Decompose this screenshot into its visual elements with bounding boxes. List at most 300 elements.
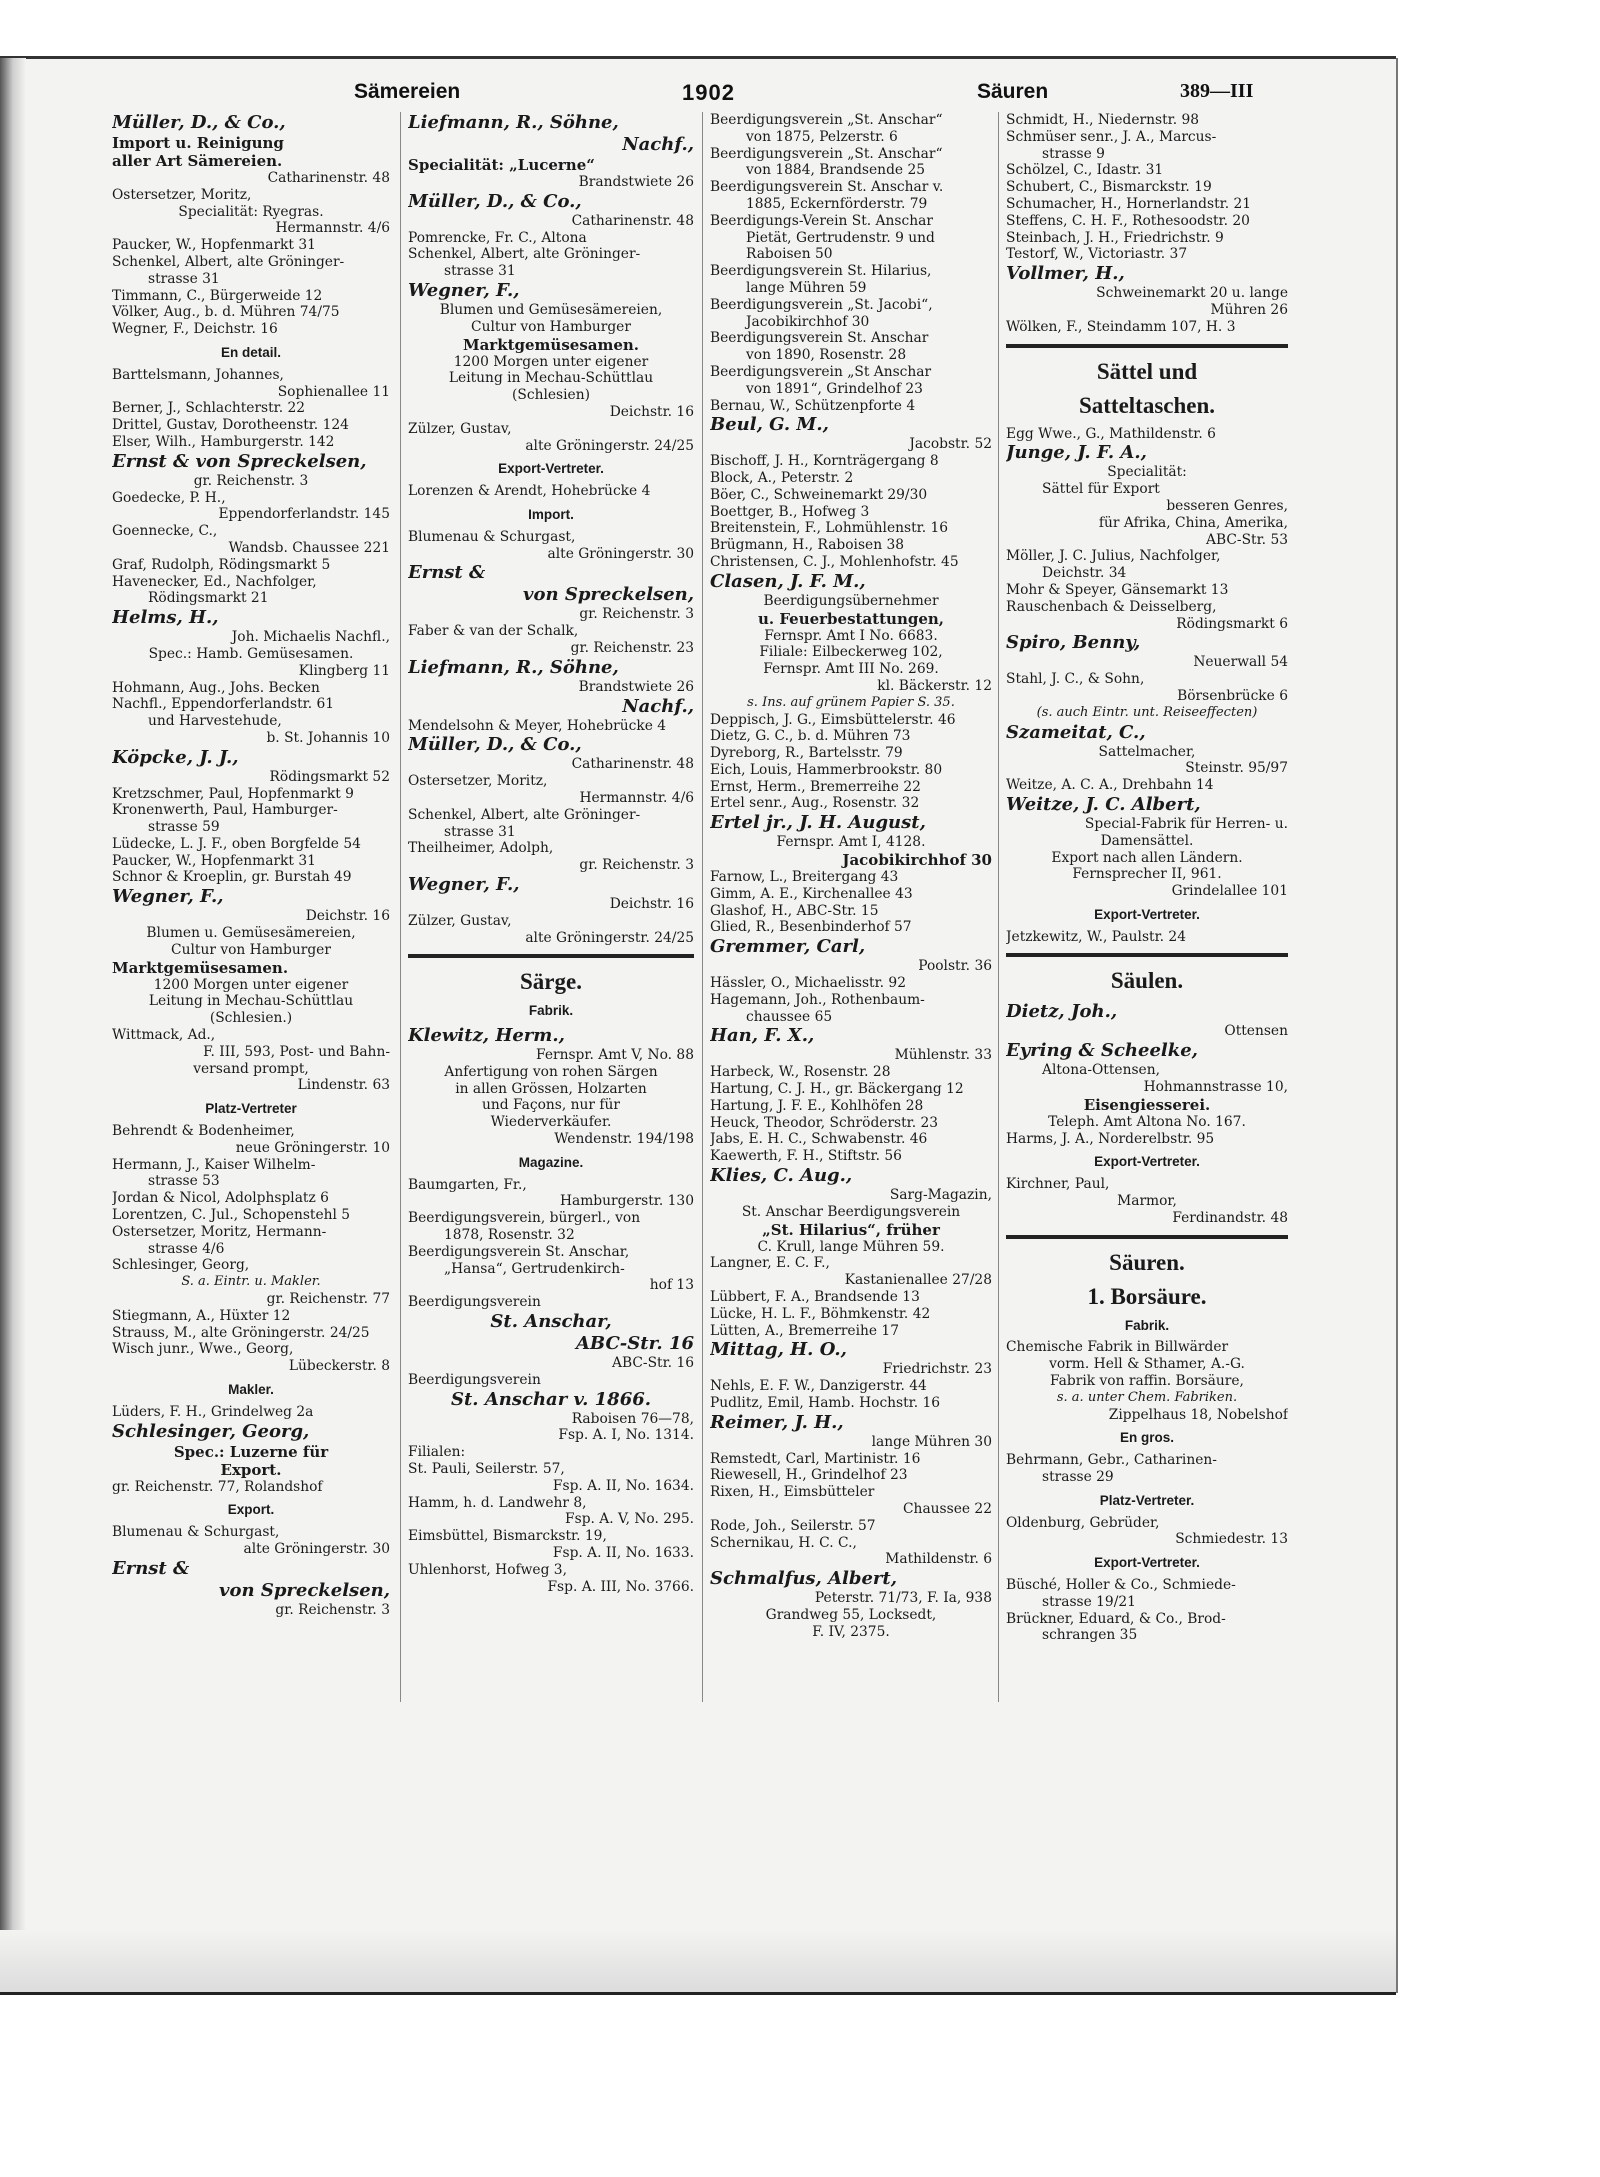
- entry-line: Blumenau & Schurgast,: [408, 528, 576, 545]
- subsection-heading: Import.: [528, 506, 574, 522]
- entry-line: Catharinenstr. 48: [571, 212, 694, 229]
- entry-line: Beerdigungsverein St. Anschar v.: [710, 179, 944, 196]
- firm-name: ABC-Str. 16: [575, 1333, 694, 1355]
- entry-line: Joh. Michaelis Nachfl.,: [231, 629, 390, 646]
- entry-line: Lindenstr. 63: [297, 1077, 390, 1094]
- column-divider: [702, 112, 703, 1702]
- page-bottom-shade: [0, 1930, 1396, 1993]
- entry-line: Blumen und Gemüsesämereien,: [439, 301, 663, 318]
- entry-line: Pietät, Gertrudenstr. 9 und: [746, 229, 935, 246]
- entry-line: alte Gröningerstr. 30: [243, 1540, 390, 1557]
- entry-line: (Schlesien): [512, 387, 590, 404]
- entry-line: Fernspr. Amt I No. 6683.: [764, 627, 938, 644]
- entry-line: Beerdigungs-Verein St. Anschar: [710, 212, 933, 229]
- entry-line: Schmiedestr. 13: [1175, 1531, 1288, 1548]
- entry-line: Lübeckerstr. 8: [288, 1358, 390, 1375]
- advert-text: Jacobikirchhof 30: [842, 851, 992, 870]
- entry-line: Export nach allen Ländern.: [1051, 849, 1243, 866]
- firm-name: Wegner, F.,: [408, 279, 520, 301]
- entry-line: F. IV, 2375.: [812, 1623, 890, 1640]
- entry-line: Schlesinger, Georg,: [112, 1257, 250, 1274]
- entry-line: Graf, Rudolph, Rödingsmarkt 5: [112, 556, 331, 573]
- section-heading: Satteltaschen.: [1078, 392, 1216, 418]
- entry-line: Zülzer, Gustav,: [408, 912, 512, 929]
- entry-line: Fsp. A. V, No. 295.: [565, 1511, 694, 1528]
- entry-line: Nehls, E. F. W., Danzigerstr. 44: [710, 1378, 927, 1395]
- entry-line: ABC-Str. 53: [1206, 531, 1288, 548]
- subsection-heading: Export.: [227, 1502, 275, 1518]
- entry-line: Gimm, A. E., Kirchenallee 43: [710, 885, 913, 902]
- entry-line: strasse 19/21: [1042, 1593, 1136, 1610]
- entry-line: Kronenwerth, Paul, Hamburger-: [112, 802, 338, 819]
- entry-line: Stiegmann, A., Hüxter 12: [112, 1307, 291, 1324]
- page-header: [112, 80, 1277, 110]
- entry-line: St. Pauli, Seilerstr. 57,: [408, 1461, 565, 1478]
- entry-line: Cultur von Hamburger: [171, 941, 331, 958]
- firm-name: Clasen, J. F. M.,: [710, 570, 866, 592]
- section-rule: [408, 954, 694, 958]
- entry-line: Rödingsmarkt 52: [269, 768, 390, 785]
- entry-line: Dyreborg, R., Bartelsstr. 79: [710, 745, 903, 762]
- entry-line: Deichstr. 34: [1042, 565, 1127, 582]
- entry-line: Beerdigungsverein „St Anschar: [710, 363, 932, 380]
- entry-line: Testorf, W., Victoriastr. 37: [1006, 246, 1188, 263]
- entry-line: s. Ins. auf grünem Papier S. 35.: [747, 694, 955, 710]
- entry-line: Schubert, C., Bismarckstr. 19: [1006, 179, 1212, 196]
- entry-line: gr. Reichenstr. 77: [266, 1291, 390, 1308]
- entry-line: 1200 Morgen unter eigener: [153, 976, 349, 993]
- entry-line: Beerdigungsübernehmer: [763, 592, 939, 609]
- entry-line: Kirchner, Paul,: [1006, 1176, 1110, 1193]
- entry-line: Beerdigungsverein: [408, 1294, 541, 1311]
- entry-line: Fsp. A. II, No. 1633.: [552, 1545, 694, 1562]
- entry-line: Mendelsohn & Meyer, Hohebrücke 4: [408, 717, 667, 734]
- firm-name: von Spreckelsen,: [523, 584, 694, 606]
- entry-line: Weitze, A. C. A., Drehbahn 14: [1006, 777, 1214, 794]
- entry-line: strasse 31: [444, 823, 516, 840]
- entry-line: C. Krull, lange Mühren 59.: [757, 1238, 945, 1255]
- entry-line: Harbeck, W., Rosenstr. 28: [710, 1064, 891, 1081]
- entry-line: Eppendorferlandstr. 145: [218, 506, 390, 523]
- entry-line: Glied, R., Besenbinderhof 57: [710, 919, 912, 936]
- entry-line: Jetzkewitz, W., Paulstr. 24: [1006, 928, 1186, 945]
- entry-line: Paucker, W., Hopfenmarkt 31: [112, 237, 316, 254]
- entry-line: Fernspr. Amt I, 4128.: [776, 834, 926, 851]
- entry-line: Wiederverkäufer.: [490, 1114, 612, 1131]
- entry-line: Möller, J. C. Julius, Nachfolger,: [1006, 548, 1221, 565]
- firm-name: Helms, H.,: [112, 607, 219, 629]
- entry-line: Peterstr. 71/73, F. Ia, 938: [814, 1590, 992, 1607]
- entry-line: Spec.: Hamb. Gemüsesamen.: [148, 645, 354, 662]
- directory-column-2: [408, 112, 694, 1932]
- entry-line: Catharinenstr. 48: [571, 756, 694, 773]
- entry-line: Steinstr. 95/97: [1185, 760, 1288, 777]
- entry-line: Harms, J. A., Norderelbstr. 95: [1006, 1130, 1215, 1147]
- entry-line: Raboisen 76—78,: [571, 1410, 694, 1427]
- entry-line: Pudlitz, Emil, Hamb. Hochstr. 16: [710, 1395, 941, 1411]
- firm-name: Schlesinger, Georg,: [112, 1420, 310, 1442]
- entry-line: Neuerwall 54: [1193, 654, 1288, 671]
- column-divider: [998, 112, 999, 1702]
- firm-name: Müller, D., & Co.,: [408, 734, 582, 756]
- firm-name: Wegner, F.,: [112, 886, 224, 908]
- firm-name: Dietz, Joh.,: [1006, 1001, 1118, 1023]
- entry-line: Blumenau & Schurgast,: [112, 1524, 280, 1541]
- entry-line: Sarg-Magazin,: [889, 1187, 992, 1204]
- entry-line: alte Gröningerstr. 30: [547, 545, 694, 562]
- entry-line: Sättel für Export: [1042, 481, 1160, 498]
- entry-line: strasse 4/6: [148, 1240, 225, 1257]
- entry-line: Glashof, H., ABC-Str. 15: [710, 902, 879, 919]
- entry-line: Beerdigungsverein St. Anschar,: [408, 1243, 630, 1260]
- entry-line: Anfertigung von rohen Särgen: [444, 1063, 658, 1080]
- entry-line: Lüders, F. H., Grindelweg 2a: [112, 1403, 314, 1420]
- entry-line: (s. auch Eintr. unt. Reiseeffecten): [1036, 704, 1258, 720]
- entry-line: Deichstr. 16: [305, 908, 390, 925]
- entry-line: lange Mühren 30: [871, 1433, 992, 1450]
- entry-line: Stahl, J. C., & Sohn,: [1006, 671, 1145, 688]
- firm-name: Klewitz, Herm.,: [408, 1025, 565, 1047]
- entry-line: Rode, Joh., Seilerstr. 57: [710, 1517, 876, 1534]
- entry-line: Catharinenstr. 48: [267, 170, 390, 186]
- firm-name: Ernst &: [112, 1557, 190, 1579]
- entry-line: Egg Wwe., G., Mathildenstr. 6: [1006, 425, 1216, 442]
- entry-line: Friedrichstr. 23: [882, 1361, 992, 1378]
- header-section-left: Sämereien: [354, 80, 461, 103]
- entry-line: Oldenburg, Gebrüder,: [1006, 1514, 1160, 1531]
- entry-line: 1200 Morgen unter eigener: [453, 353, 649, 370]
- entry-line: Bernau, W., Schützenpforte 4: [710, 397, 916, 414]
- entry-line: Ostersetzer, Moritz,: [408, 773, 548, 790]
- entry-line: hof 13: [649, 1277, 694, 1294]
- firm-name: Ertel jr., J. H. August,: [710, 812, 926, 834]
- entry-line: alte Gröningerstr. 24/25: [525, 437, 694, 454]
- directory-column-4: [1006, 112, 1288, 1932]
- entry-line: Fsp. A. II, No. 1634.: [552, 1477, 694, 1494]
- entry-line: Deichstr. 16: [609, 403, 694, 420]
- entry-line: Lorentzen, C. Jul., Schopenstehl 5: [112, 1207, 351, 1224]
- advert-text: aller Art Sämereien.: [112, 152, 283, 170]
- entry-line: Grindelallee 101: [1171, 883, 1288, 900]
- header-section-right: Säuren: [977, 80, 1049, 103]
- entry-line: Hagemann, Joh., Rothenbaum-: [710, 991, 925, 1008]
- firm-name: Liefmann, R., Söhne,: [408, 656, 619, 678]
- entry-line: Klingberg 11: [298, 662, 390, 679]
- entry-line: Schweinemarkt 20 u. lange: [1096, 285, 1288, 302]
- firm-name: Szameitat, C.,: [1006, 721, 1146, 743]
- firm-name: Müller, D., & Co.,: [112, 112, 286, 133]
- entry-line: Uhlenhorst, Hofweg 3,: [408, 1561, 567, 1578]
- entry-line: gr. Reichenstr. 3: [193, 472, 309, 489]
- entry-line: Leitung in Mechau-Schüttlau: [448, 370, 654, 387]
- header-year: 1902: [682, 80, 735, 105]
- subsection-heading: Fabrik.: [1124, 1317, 1170, 1333]
- entry-line: Zülzer, Gustav,: [408, 420, 512, 437]
- entry-line: Timmann, C., Bürgerweide 12: [112, 287, 323, 304]
- entry-line: Wendenstr. 194/198: [554, 1131, 694, 1148]
- entry-line: Fernspr. Amt V, No. 88: [536, 1047, 694, 1064]
- section-rule: [1006, 1235, 1288, 1239]
- entry-line: Schenkel, Albert, alte Gröninger-: [112, 253, 345, 270]
- subsection-heading: En detail.: [220, 344, 281, 360]
- entry-line: Goennecke, C.,: [112, 523, 218, 540]
- entry-line: strasse 59: [148, 819, 220, 836]
- entry-line: Barttelsmann, Johannes,: [112, 366, 284, 383]
- entry-line: Schenkel, Albert, alte Gröninger-: [408, 806, 641, 823]
- entry-line: Fsp. A. I, No. 1314.: [558, 1427, 694, 1444]
- entry-line: Lübbert, F. A., Brandsende 13: [710, 1289, 920, 1306]
- entry-line: Farnow, L., Breitergang 43: [710, 869, 899, 886]
- entry-line: Büsché, Holler & Co., Schmiede-: [1006, 1577, 1236, 1594]
- entry-line: Breitenstein, F., Lohmühlenstr. 16: [710, 520, 949, 537]
- entry-line: Jacobstr. 52: [909, 436, 992, 453]
- entry-line: Völker, Aug., b. d. Mühren 74/75: [112, 304, 340, 321]
- section-heading: Säulen.: [1110, 968, 1184, 994]
- entry-line: Mühlenstr. 33: [894, 1047, 992, 1064]
- entry-line: Zippelhaus 18, Nobelshof: [1108, 1406, 1288, 1423]
- subsection-heading: Export-Vertreter.: [1094, 906, 1200, 922]
- entry-line: Hohmann, Aug., Johs. Becken: [112, 679, 320, 696]
- entry-line: und Façons, nur für: [482, 1097, 620, 1114]
- entry-line: Böer, C., Schweinemarkt 29/30: [710, 486, 928, 503]
- entry-line: Havenecker, Ed., Nachfolger,: [112, 573, 317, 590]
- entry-line: Behrmann, Gebr., Catharinen-: [1006, 1452, 1217, 1469]
- entry-line: Nachfl., Eppendorferlandstr. 61: [112, 696, 335, 713]
- entry-line: Hermannstr. 4/6: [579, 789, 694, 806]
- entry-line: Hermann, J., Kaiser Wilhelm-: [112, 1156, 316, 1173]
- entry-line: Dietz, G. C., b. d. Mühren 73: [710, 728, 911, 745]
- subsection-heading: Export-Vertreter.: [1094, 1555, 1200, 1571]
- entry-line: Bischoff, J. H., Kornträgergang 8: [710, 453, 939, 470]
- entry-line: b. St. Johannis 10: [266, 729, 390, 746]
- firm-name: Gremmer, Carl,: [710, 936, 866, 958]
- entry-line: Boettger, B., Hofweg 3: [710, 503, 870, 520]
- entry-line: 1885, Eckernförderstr. 79: [746, 195, 928, 212]
- entry-line: besseren Genres,: [1166, 497, 1288, 514]
- entry-line: Hartung, C. J. H., gr. Bäckergang 12: [710, 1081, 964, 1098]
- entry-line: (Schlesien.): [209, 1010, 293, 1027]
- entry-line: Remstedt, Carl, Martinistr. 16: [710, 1450, 921, 1467]
- entry-line: Lücke, H. L. F., Böhmkenstr. 42: [710, 1305, 931, 1322]
- firm-name: Ernst & von Spreckelsen,: [112, 450, 367, 472]
- entry-line: Chemische Fabrik in Billwärder: [1006, 1339, 1229, 1356]
- entry-line: strasse 9: [1042, 145, 1105, 162]
- entry-line: Fsp. A. III, No. 3766.: [547, 1578, 694, 1595]
- entry-line: Wisch junr., Wwe., Georg,: [112, 1341, 294, 1358]
- entry-line: Pomrencke, Fr. C., Altona: [408, 229, 587, 246]
- entry-line: Chaussee 22: [903, 1500, 992, 1517]
- entry-line: Ostersetzer, Moritz, Hermann-: [112, 1223, 327, 1240]
- section-heading: 1. Borsäure.: [1087, 1283, 1207, 1309]
- section-rule: [1006, 953, 1288, 957]
- firm-name: Vollmer, H.,: [1006, 263, 1125, 285]
- advert-text: Import u. Reinigung: [112, 134, 284, 152]
- entry-line: Brandstwiete 26: [578, 678, 694, 695]
- firm-name: Köpcke, J. J.,: [112, 746, 239, 768]
- firm-name: St. Anschar,: [490, 1311, 612, 1333]
- entry-line: Block, A., Peterstr. 2: [710, 469, 854, 486]
- firm-name: Beul, G. M.,: [710, 414, 829, 436]
- entry-line: Mühren 26: [1210, 301, 1288, 318]
- entry-line: Baumgarten, Fr.,: [408, 1176, 527, 1193]
- entry-line: Jordan & Nicol, Adolphsplatz 6: [112, 1190, 329, 1207]
- entry-line: Hartung, J. F. E., Kohlhöfen 28: [710, 1097, 924, 1114]
- firm-name: Liefmann, R., Söhne,: [408, 112, 619, 133]
- entry-line: S. a. Eintr. u. Makler.: [181, 1274, 321, 1290]
- subsection-heading: Export-Vertreter.: [1094, 1154, 1200, 1170]
- entry-line: lange Mühren 59: [746, 279, 867, 296]
- entry-line: Ostersetzer, Moritz,: [112, 186, 252, 203]
- entry-line: Wandsb. Chaussee 221: [228, 539, 390, 556]
- firm-name: von Spreckelsen,: [219, 1579, 390, 1601]
- entry-line: Brandstwiete 26: [578, 174, 694, 190]
- entry-line: Rauschenbach & Deisselberg,: [1006, 598, 1217, 615]
- entry-line: Mohr & Speyer, Gänsemarkt 13: [1006, 581, 1229, 598]
- entry-line: Ertel senr., Aug., Rosenstr. 32: [710, 795, 920, 812]
- entry-line: Altona-Ottensen,: [1042, 1062, 1160, 1079]
- firm-name: Klies, C. Aug.,: [710, 1165, 853, 1187]
- firm-name: Junge, J. F. A.,: [1006, 442, 1147, 464]
- entry-line: gr. Reichenstr. 77, Rolandshof: [112, 1478, 323, 1495]
- firm-name: Müller, D., & Co.,: [408, 190, 582, 212]
- entry-line: Faber & van der Schalk,: [408, 623, 579, 640]
- entry-line: Mathildenstr. 6: [885, 1551, 992, 1568]
- entry-line: gr. Reichenstr. 3: [275, 1601, 390, 1618]
- entry-line: Schmüser senr., J. A., Marcus-: [1006, 128, 1217, 145]
- firm-name: Spiro, Benny,: [1006, 632, 1141, 654]
- subsection-heading: Magazine.: [518, 1154, 584, 1170]
- advert-text: u. Feuerbestattungen,: [757, 609, 945, 628]
- entry-line: Raboisen 50: [746, 246, 833, 263]
- subsection-heading: Platz-Vertreter.: [1099, 1492, 1195, 1508]
- advert-text: Export.: [220, 1460, 282, 1479]
- subsection-heading: En gros.: [1119, 1430, 1174, 1446]
- entry-line: Schenkel, Albert, alte Gröninger-: [408, 246, 641, 263]
- entry-line: kl. Bäckerstr. 12: [877, 677, 992, 694]
- entry-line: neue Gröningerstr. 10: [235, 1139, 390, 1156]
- section-heading: Sättel und: [1096, 358, 1198, 384]
- entry-line: Berner, J., Schlachterstr. 22: [112, 400, 306, 417]
- entry-line: strasse 29: [1042, 1469, 1114, 1486]
- entry-line: Langner, E. C. F.,: [710, 1255, 830, 1272]
- entry-line: Filialen:: [408, 1444, 466, 1461]
- entry-line: Grandweg 55, Locksedt,: [765, 1606, 937, 1623]
- entry-line: Fernsprecher II, 961.: [1072, 866, 1222, 883]
- entry-line: Schernikau, H. C. C.,: [710, 1534, 857, 1551]
- entry-line: 1878, Rosenstr. 32: [444, 1227, 575, 1244]
- advert-text: Eisengiesserei.: [1083, 1095, 1211, 1114]
- entry-line: Beerdigungsverein St. Anschar: [710, 330, 929, 347]
- page-bottom-edge: [0, 1992, 1396, 1995]
- entry-line: Marmor,: [1117, 1193, 1177, 1210]
- entry-line: Sophienallee 11: [277, 383, 390, 400]
- entry-line: Beerdigungsverein „St. Anschar“: [710, 145, 943, 162]
- entry-line: Schölzel, C., Idastr. 31: [1006, 162, 1164, 179]
- entry-line: Sattelmacher,: [1098, 743, 1196, 760]
- firm-name: Han, F. X.,: [710, 1025, 815, 1047]
- subsection-heading: Export-Vertreter.: [498, 461, 604, 477]
- header-page-number: 389—III: [1180, 80, 1254, 102]
- entry-line: gr. Reichenstr. 3: [579, 606, 694, 623]
- entry-line: Lorenzen & Arendt, Hohebrücke 4: [408, 483, 651, 500]
- entry-line: chaussee 65: [746, 1008, 833, 1025]
- entry-line: Lüdecke, L. J. F., oben Borgfelde 54: [112, 835, 361, 852]
- entry-line: Brügmann, H., Raboisen 38: [710, 537, 905, 554]
- subsection-heading: Platz-Vertreter: [205, 1101, 297, 1117]
- entry-line: Lütten, A., Bremerreihe 17: [710, 1322, 899, 1339]
- advert-text: „St. Hilarius“, früher: [762, 1220, 940, 1239]
- entry-line: Kastanienallee 27/28: [844, 1272, 992, 1289]
- entry-line: Filiale: Eilbeckerweg 102,: [759, 644, 943, 661]
- entry-line: Beerdigungsverein „St. Anschar“: [710, 112, 943, 128]
- entry-line: Beerdigungsverein „St. Jacobi“,: [710, 296, 933, 313]
- entry-line: Hässler, O., Michaelisstr. 92: [710, 975, 906, 992]
- entry-line: Schnor & Kroeplin, gr. Burstah 49: [112, 869, 352, 886]
- entry-line: Schmidt, H., Niedernstr. 98: [1006, 112, 1200, 128]
- entry-line: Blumen u. Gemüsesämereien,: [146, 925, 356, 942]
- firm-name: Wegner, F.,: [408, 873, 520, 895]
- entry-line: Brückner, Eduard, & Co., Brod-: [1006, 1610, 1226, 1627]
- entry-line: vorm. Hell & Sthamer, A.-G.: [1049, 1356, 1245, 1373]
- entry-line: Rixen, H., Eimsbütteler: [710, 1484, 875, 1501]
- entry-line: Schumacher, H., Hornerlandstr. 21: [1006, 195, 1252, 212]
- entry-line: „Hansa“, Gertrudenkirch-: [444, 1260, 625, 1277]
- entry-line: Hermannstr. 4/6: [275, 220, 390, 237]
- firm-name: Nachf.,: [622, 695, 694, 717]
- entry-line: Goedecke, P. H.,: [112, 489, 226, 506]
- advert-text: Marktgemüsesamen.: [462, 335, 640, 354]
- entry-line: Steffens, C. H. F., Rothesoodstr. 20: [1006, 212, 1250, 229]
- page-binding-edge: [0, 58, 26, 1993]
- advert-text: Specialität: „Lucerne“: [408, 156, 595, 174]
- entry-line: Special-Fabrik für Herren- u.: [1084, 815, 1288, 832]
- entry-line: Strauss, M., alte Gröningerstr. 24/25: [112, 1324, 370, 1341]
- entry-line: Fabrik von raffin. Borsäure,: [1050, 1373, 1244, 1390]
- entry-line: gr. Reichenstr. 23: [570, 639, 694, 656]
- entry-line: Hamm, h. d. Landwehr 8,: [408, 1494, 587, 1511]
- firm-name: Nachf.,: [622, 134, 694, 155]
- entry-line: Beerdigungsverein: [408, 1371, 541, 1388]
- entry-line: Wittmack, Ad.,: [112, 1027, 216, 1044]
- directory-column-1: [112, 112, 390, 1932]
- entry-line: und Harvestehude,: [148, 713, 282, 730]
- entry-line: von 1884, Brandsende 25: [746, 162, 926, 179]
- entry-line: Hamburgerstr. 130: [559, 1193, 694, 1210]
- entry-line: strasse 31: [148, 270, 220, 287]
- entry-line: F. III, 593, Post- und Bahn-: [203, 1043, 390, 1060]
- entry-line: strasse 31: [444, 263, 516, 280]
- entry-line: Wegner, F., Deichstr. 16: [112, 321, 278, 338]
- entry-line: Ferdinandstr. 48: [1172, 1209, 1288, 1226]
- entry-line: Specialität: Ryegras.: [178, 203, 324, 220]
- entry-line: Teleph. Amt Altona No. 167.: [1048, 1113, 1246, 1130]
- entry-line: Wölken, F., Steindamm 107, H. 3: [1006, 318, 1236, 335]
- entry-line: Heuck, Theodor, Schröderstr. 23: [710, 1114, 939, 1131]
- entry-line: Hohmannstrasse 10,: [1143, 1079, 1288, 1096]
- entry-line: von 1890, Rosenstr. 28: [746, 347, 907, 364]
- firm-name: St. Anschar v. 1866.: [450, 1388, 652, 1410]
- entry-line: Poolstr. 36: [918, 958, 992, 975]
- entry-line: Theilheimer, Adolph,: [408, 840, 554, 857]
- advert-text: Spec.: Luzerne für: [173, 1442, 329, 1461]
- section-heading: Säuren.: [1109, 1249, 1185, 1275]
- firm-name: Weitze, J. C. Albert,: [1006, 793, 1201, 815]
- entry-line: Paucker, W., Hopfenmarkt 31: [112, 852, 316, 869]
- entry-line: Rödingsmarkt 21: [148, 590, 269, 607]
- entry-line: Elser, Wilh., Hamburgerstr. 142: [112, 433, 335, 450]
- entry-line: ABC-Str. 16: [612, 1355, 694, 1372]
- entry-line: Steinbach, J. H., Friedrichstr. 9: [1006, 229, 1224, 246]
